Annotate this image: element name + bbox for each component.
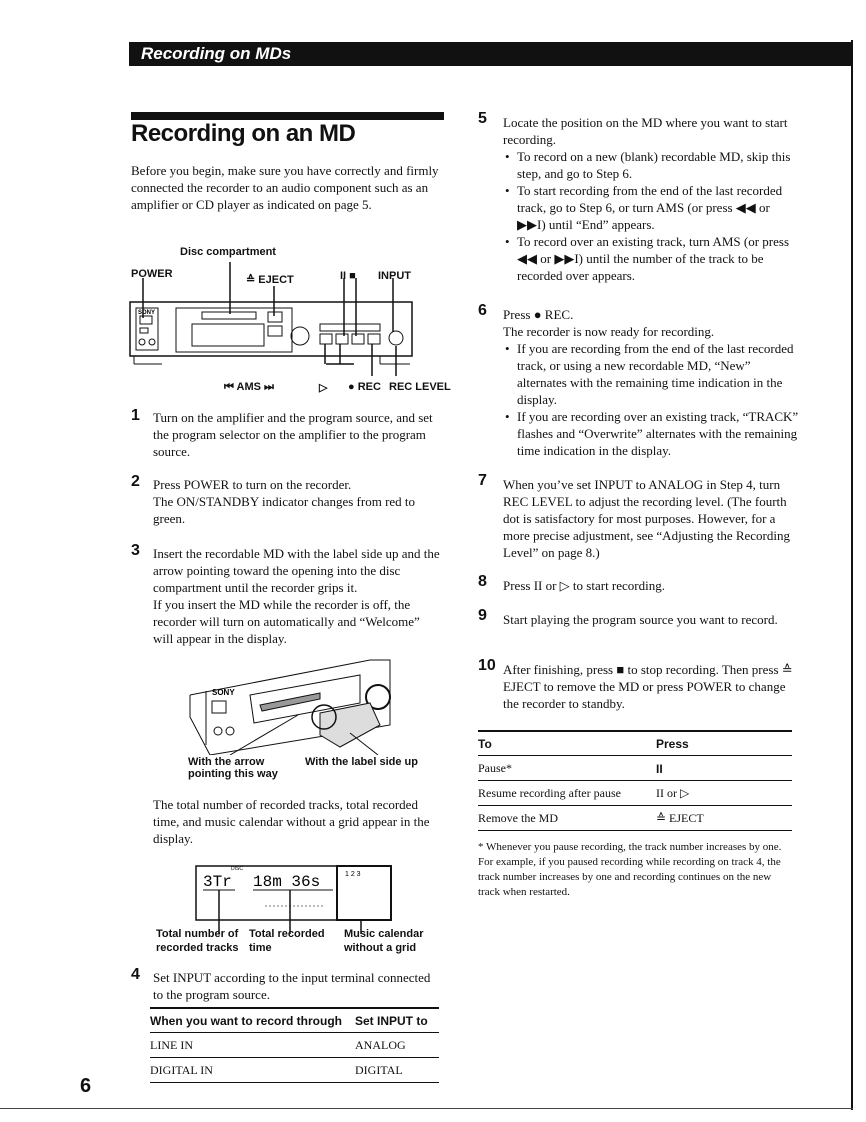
input-table: [150, 1007, 439, 1083]
display-disc-indicator: DISC: [231, 866, 243, 872]
display-recorded-time: 18m 36s: [253, 873, 321, 891]
step-9-number: 9: [478, 607, 487, 624]
step-5-text: Locate the position on the MD where you want to start recording.: [503, 115, 788, 147]
brand-logo-2: SONY: [212, 688, 235, 697]
table-cell: ANALOG: [355, 1033, 439, 1058]
step-1-text: Turn on the amplifier and the program source, and set the program selector on the amplifier to the program source.: [153, 410, 433, 459]
step-8-text: Press II or ▷ to start recording.: [503, 578, 665, 593]
press-table-header: Press: [656, 731, 792, 756]
intro-paragraph: Before you begin, make sure you have correctly and firmly connected the recorder to an audio component such as an amplifier or CD player as indicated on page 5.: [131, 163, 439, 212]
label-total-tracks: Total number of recorded tracks: [156, 928, 239, 954]
table-cell: Resume recording after pause: [478, 781, 656, 806]
table-cell: Remove the MD: [478, 806, 656, 831]
step-4-number: 4: [131, 966, 140, 983]
page-number: 6: [80, 1075, 92, 1097]
table-cell: Pause*: [478, 756, 656, 781]
table-row: [478, 806, 792, 831]
step-3-number: 3: [131, 542, 140, 559]
step-8-number: 8: [478, 573, 487, 590]
step-6-number: 6: [478, 302, 487, 319]
display-track-count: 3Tr: [203, 873, 232, 891]
step-3-text: Insert the recordable MD with the label side up and the arrow pointing toward the opening into the disc compartment until the recorder grips it.: [153, 546, 440, 595]
table-cell: ≙ EJECT: [656, 806, 792, 831]
step-7-number: 7: [478, 472, 487, 489]
page-heading: Recording on an MD: [131, 120, 356, 147]
label-rec-level: REC LEVEL: [389, 381, 451, 393]
display-calendar-numbers: 1 2 3: [345, 871, 361, 878]
step-6-extra: The recorder is now ready for recording.: [503, 324, 715, 339]
step-5-number: 5: [478, 110, 487, 127]
table-row: [150, 1058, 439, 1083]
step-4-text: Set INPUT according to the input terminal connected to the program source.: [153, 970, 431, 1002]
brand-logo: SONY: [138, 310, 156, 316]
table-row: [478, 781, 792, 806]
press-table: [478, 730, 792, 831]
label-arrow-direction: With the arrow pointing this way: [188, 756, 278, 780]
step-6-text: Press ● REC.: [503, 307, 574, 322]
label-ams: ⏮ AMS ⏭: [224, 381, 274, 393]
step-2-extra: The ON/STANDBY indicator changes from red to green.: [153, 494, 416, 526]
step-6-bullet: • If you are recording from the end of the last recorded track, or using a new recordable MD, “New” alternates with the remaining time indication in the display.: [505, 340, 799, 408]
step-7-text: When you’ve set INPUT to ANALOG in Step 4, turn REC LEVEL to adjust the recording level. (The fourth dot is satisfactory for most purposes. However, for a more precise adjustment, see “Adjusting the Recording Level” on page 8.): [503, 477, 791, 560]
input-table-header: When you want to record through: [150, 1008, 355, 1033]
label-rec: ● REC: [348, 381, 381, 393]
table-cell: DIGITAL IN: [150, 1058, 355, 1083]
section-header-bar: [129, 42, 852, 66]
step-2-number: 2: [131, 473, 140, 490]
insert-md-diagram: [170, 655, 430, 755]
label-input: INPUT: [378, 270, 411, 282]
table-cell: II: [656, 756, 792, 781]
table-cell: LINE IN: [150, 1033, 355, 1058]
label-play: ▷: [319, 382, 328, 394]
label-music-calendar: Music calendar without a grid: [344, 928, 424, 954]
table-row: [150, 1033, 439, 1058]
display-paragraph: The total number of recorded tracks, total recorded time, and music calendar without a grid appear in the display.: [153, 797, 430, 846]
right-border: [851, 40, 853, 1110]
label-power: POWER: [131, 268, 173, 280]
step-10-text: After finishing, press ■ to stop recording. Then press ≙ EJECT to remove the MD or press POWER to change the recorder to standby.: [503, 662, 793, 711]
input-table-header: Set INPUT to: [355, 1008, 439, 1033]
step-9-text: Start playing the program source you want to record.: [503, 612, 778, 627]
section-title: Recording on MDs: [141, 44, 292, 63]
footnote: * Whenever you pause recording, the track number increases by one. For example, if you paused recording while recording on track 4, the track number increases by one and recording continues on the new track when restarted.: [478, 841, 782, 898]
bottom-border: [0, 1108, 853, 1109]
press-table-header: To: [478, 731, 656, 756]
label-label-side: With the label side up: [305, 756, 418, 768]
label-pause-stop: II ■: [340, 270, 356, 282]
label-disc-compartment: Disc compartment: [180, 246, 276, 258]
front-panel-diagram: [128, 258, 448, 378]
step-10-number: 10: [478, 657, 496, 674]
step-1-number: 1: [131, 407, 140, 424]
table-row: [478, 756, 792, 781]
step-5-bullet: • To record over an existing track, turn AMS (or press ◀◀ or ▶▶I) until the number of the track to be recorded over appears.: [505, 233, 799, 284]
step-2-text: Press POWER to turn on the recorder.: [153, 477, 352, 492]
step-5-bullet: • To start recording from the end of the last recorded track, go to Step 6, or turn AMS (or press ◀◀ or ▶▶I) until “End” appears.: [505, 182, 799, 233]
display-diagram: [195, 862, 400, 934]
label-eject: ≙ EJECT: [246, 274, 294, 286]
table-cell: II or ▷: [656, 781, 792, 806]
step-3-extra: If you insert the MD while the recorder is off, the recorder will turn on automatically and “Welcome” will appear in the display.: [153, 597, 420, 646]
label-total-time: Total recorded time: [249, 928, 325, 954]
heading-rule: [131, 112, 444, 120]
step-5-bullet: • To record on a new (blank) recordable MD, skip this step, and go to Step 6.: [505, 148, 799, 182]
table-cell: DIGITAL: [355, 1058, 439, 1083]
step-6-bullet: • If you are recording over an existing track, “TRACK” flashes and “Overwrite” alternates with the remaining time indication in the display.: [505, 408, 799, 459]
